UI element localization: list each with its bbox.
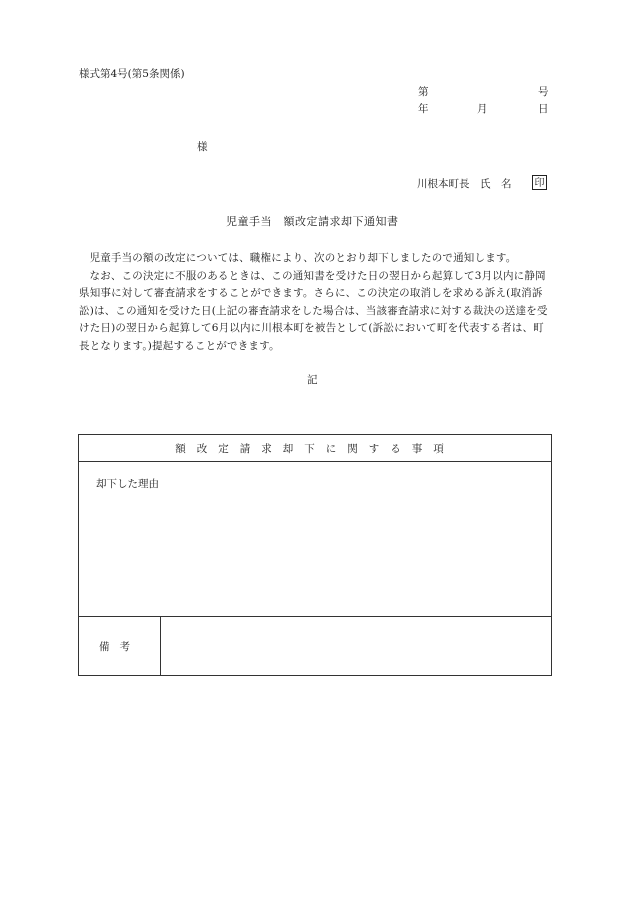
matters-table-header: 額改定請求却下に関する事項	[79, 435, 552, 462]
date-day: 日	[538, 103, 549, 115]
remarks-value	[161, 617, 552, 676]
seal-box: 印	[532, 175, 547, 190]
sender-title-name: 川根本町長 氏 名	[417, 178, 512, 190]
body-paragraph-1: 児童手当の額の改定については、職権により、次のとおり却下しましたので通知します。	[89, 252, 517, 264]
reason-cell	[79, 462, 552, 617]
document-title: 児童手当 額改定請求却下通知書	[226, 215, 399, 228]
reason-label: 却下した理由	[96, 478, 159, 490]
remarks-label: 備考	[79, 617, 161, 676]
number-prefix: 第	[418, 86, 429, 98]
date-year: 年	[418, 103, 429, 115]
body-paragraph-2: なお、この決定に不服のあるときは、この通知書を受けた日の翌日から起算して3月以内に静岡県知事に対して審査請求をすることができます。さらに、この決定の取消しを求める訴え(取消訴訟)は、この通知を受けた日(上記の審査請求をした場合は、当該審査請求に対する裁決の送達を受けた日)の翌日から起算して6月以内に川根本町を被告として(訴訟において町を代表する者は、町長となります。)提起することができます。	[79, 269, 548, 352]
body-text	[79, 250, 551, 355]
number-suffix: 号	[538, 86, 549, 98]
form-number: 様式第4号(第5条関係)	[79, 68, 185, 80]
matters-table	[78, 434, 552, 676]
date-month: 月	[477, 103, 488, 115]
ki-heading: 記	[307, 374, 318, 386]
addressee-honorific: 様	[197, 141, 208, 153]
